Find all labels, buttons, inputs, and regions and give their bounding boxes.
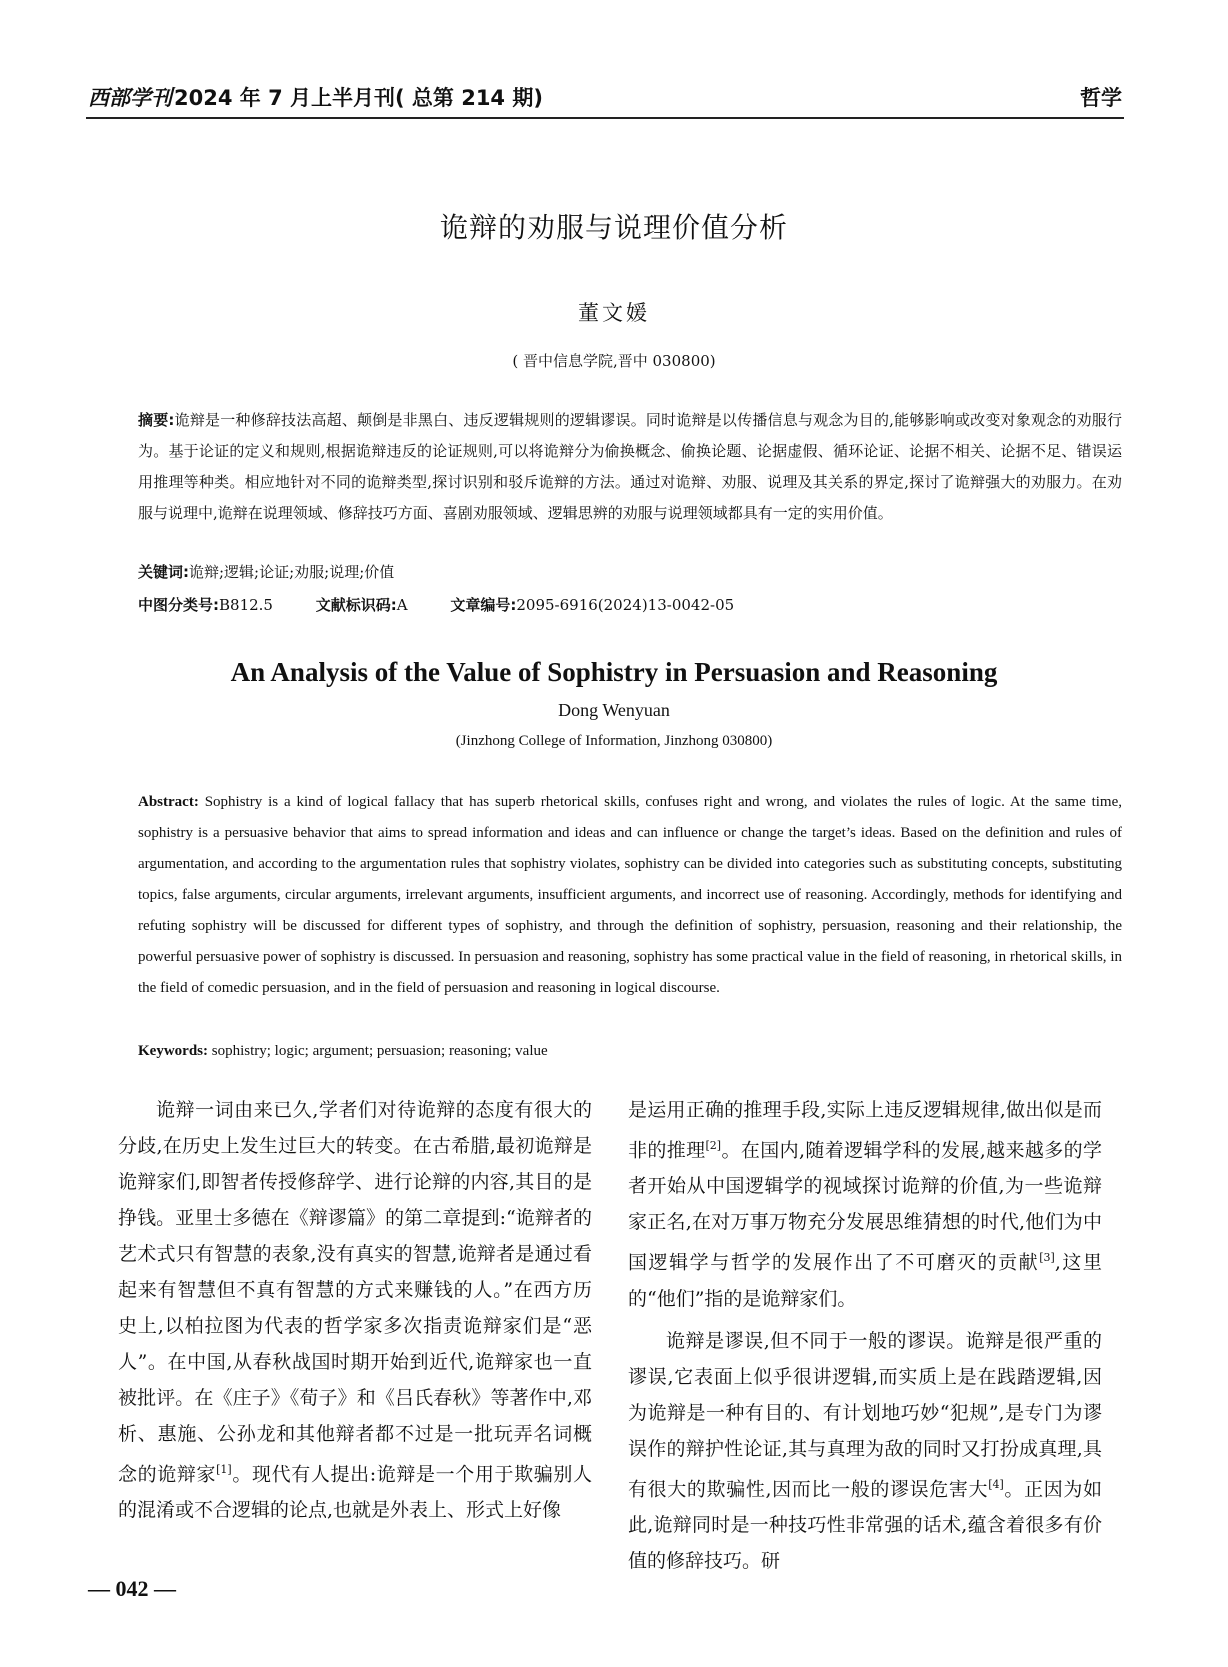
citation-ref: [1] (216, 1463, 232, 1476)
citation-ref: [2] (705, 1139, 722, 1152)
keywords-label: 关键词: (138, 563, 189, 581)
abstract-en-label: Abstract: (138, 794, 199, 810)
body-text: 是运用正确的推理手段,实际上违反逻辑规律,做出似是而非的推理 (628, 1099, 1102, 1162)
keywords-text: 诡辩;逻辑;论证;劝服;说理;价值 (189, 563, 395, 581)
keywords-chinese (138, 561, 394, 582)
body-text: 。现代有人提出:诡辩是一个用于欺骗别人的混淆或不合逻辑的论点,也就是外表上、形式上好像 (118, 1463, 592, 1522)
paper-title: 诡辩的劝服与说理价值分析 (439, 211, 788, 244)
header-rule (86, 117, 1124, 119)
body-column-left (118, 1092, 592, 1528)
body-text: ,这里的“他们”指的是诡辩家们。 (628, 1251, 1102, 1310)
body-paragraph (628, 1323, 1102, 1579)
english-author: Dong Wenyuan (558, 700, 670, 720)
clc-code (138, 596, 273, 614)
keywords-en-text: sophistry; logic; argument; persuasion; reasoning; value (211, 1043, 548, 1059)
english-title: An Analysis of the Value of Sophistry in Persuasion and Reasoning (230, 657, 998, 687)
abstract-text: 诡辩是一种修辞技法高超、颠倒是非黑白、违反逻辑规则的逻辑谬误。同时诡辩是以传播信息与观念为目的,能够影响或改变对象观念的劝服行为。基于论证的定义和规则,根据诡辩违反的论证规则,可以将诡辩分为偷换概念、偷换论题、论据虚假、循环论证、论据不相关、论据不足、错误运用推理等种类。相应地针对不同的诡辩类型,探讨识别和驳斥诡辩的方法。通过对诡辩、劝服、说理及其关系的界定,探讨了诡辩强大的劝服力。在劝服与说理中,诡辩在说理领域、修辞技巧方面、喜剧劝服领域、逻辑思辨的劝服与说理领域都具有一定的实用价值。 (138, 411, 1122, 522)
article-no-label: 文章编号: (450, 596, 517, 614)
body-column-right (628, 1092, 1102, 1579)
body-paragraph (118, 1092, 592, 1528)
english-affiliation: (Jinzhong College of Information, Jinzhong 030800) (455, 733, 773, 749)
citation-ref: [4] (988, 1477, 1004, 1491)
keywords-english (138, 1043, 548, 1060)
body-paragraph (628, 1092, 1102, 1317)
author-name: 董文媛 (578, 301, 650, 325)
body-text: 诡辩一词由来已久,学者们对待诡辩的态度有很大的分歧,在历史上发生过巨大的转变。在古希腊,最初诡辩是诡辩家们,即智者传授修辞学、进行论辩的内容,其目的是挣钱。亚里士多德在《辩谬篇》的第二章提到:“诡辩者的艺术式只有智慧的表象,没有真实的智慧,诡辩者是通过看起来有智慧但不真有智慧的方式来赚钱的人。”在西方历史上,以柏拉图为代表的哲学家多次指责诡辩家们是“恶人”。在中国,从春秋战国时期开始到近代,诡辩家也一直被批评。在《庄子》《荀子》和《吕氏春秋》等著作中,邓析、惠施、公孙龙和其他辩者都不过是一批玩弄名词概念的诡辩家 (118, 1099, 592, 1486)
header-left (88, 82, 543, 112)
doc-code-value: A (396, 596, 408, 614)
body-text: 。正因为如此,诡辩同时是一种技巧性非常强的话术,蕴含着很多有价值的修辞技巧。研 (628, 1477, 1102, 1572)
abstract-english (138, 787, 1122, 1004)
page-number: — 042 — (88, 1576, 176, 1601)
author-affiliation: ( 晋中信息学院,晋中 030800) (512, 352, 716, 370)
classification-row (138, 594, 772, 615)
clc-label: 中图分类号: (138, 596, 219, 614)
document-code (316, 596, 408, 614)
running-header (88, 82, 1122, 112)
keywords-en-label: Keywords: (138, 1043, 208, 1059)
body-text: 。在国内,随着逻辑学科的发展,越来越多的学者开始从中国逻辑学的视域探讨诡辩的价值,为一些诡辩家正名,在对万事万物充分发展思维猜想的时代,他们为中国逻辑学与哲学的发展作出了不可磨灭的贡献 (628, 1139, 1102, 1274)
body-text: 诡辩是谬误,但不同于一般的谬误。诡辩是很严重的谬误,它表面上似乎很讲逻辑,而实质上是在践踏逻辑,因为诡辩是一种有目的、有计划地巧妙“犯规”,是专门为谬误作的辩护性论证,其与真理为敌的同时又打扮成真理,具有很大的欺骗性,因而比一般的谬误危害大 (628, 1329, 1102, 1500)
citation-ref: [3] (1039, 1251, 1055, 1265)
section-name: 哲学 (1080, 86, 1122, 110)
journal-logo: 西部学刊 (88, 85, 172, 110)
abstract-en-text: Sophistry is a kind of logical fallacy that has superb rhetorical skills, confuses right and wrong, and violates the rules of logic. At the same time, sophistry is a persuasive behavior that aims to spread information and ideas and can influence or change the target’s ideas. Based on the definition and rules of argumentation, and according to the argumentation rules that sophistry violates, sophistry can be divided into categories such as substituting concepts, substituting topics, false arguments, circular arguments, irrelevant arguments, insufficient arguments, and incorrect use of reasoning. Accordingly, methods for identifying and refuting sophistry will be discussed for different types of sophistry, and through the definition of sophistry, persuasion, reasoning and their relationship, the powerful persuasive power of sophistry is discussed. In persuasion and reasoning, sophistry has some practical value in the field of reasoning, in rhetorical skills, in the field of comedic persuasion, and in the field of persuasion and reasoning in logical discourse. (138, 794, 1123, 996)
doc-code-label: 文献标识码: (315, 596, 397, 614)
abstract-label: 摘要: (138, 411, 175, 429)
abstract-chinese (138, 405, 1122, 529)
clc-value: B812.5 (219, 596, 273, 614)
article-number (450, 596, 734, 614)
issue-info: 2024 年 7 月上半月刊( 总第 214 期) (174, 86, 543, 110)
article-no-value: 2095-6916(2024)13-0042-05 (516, 596, 735, 614)
